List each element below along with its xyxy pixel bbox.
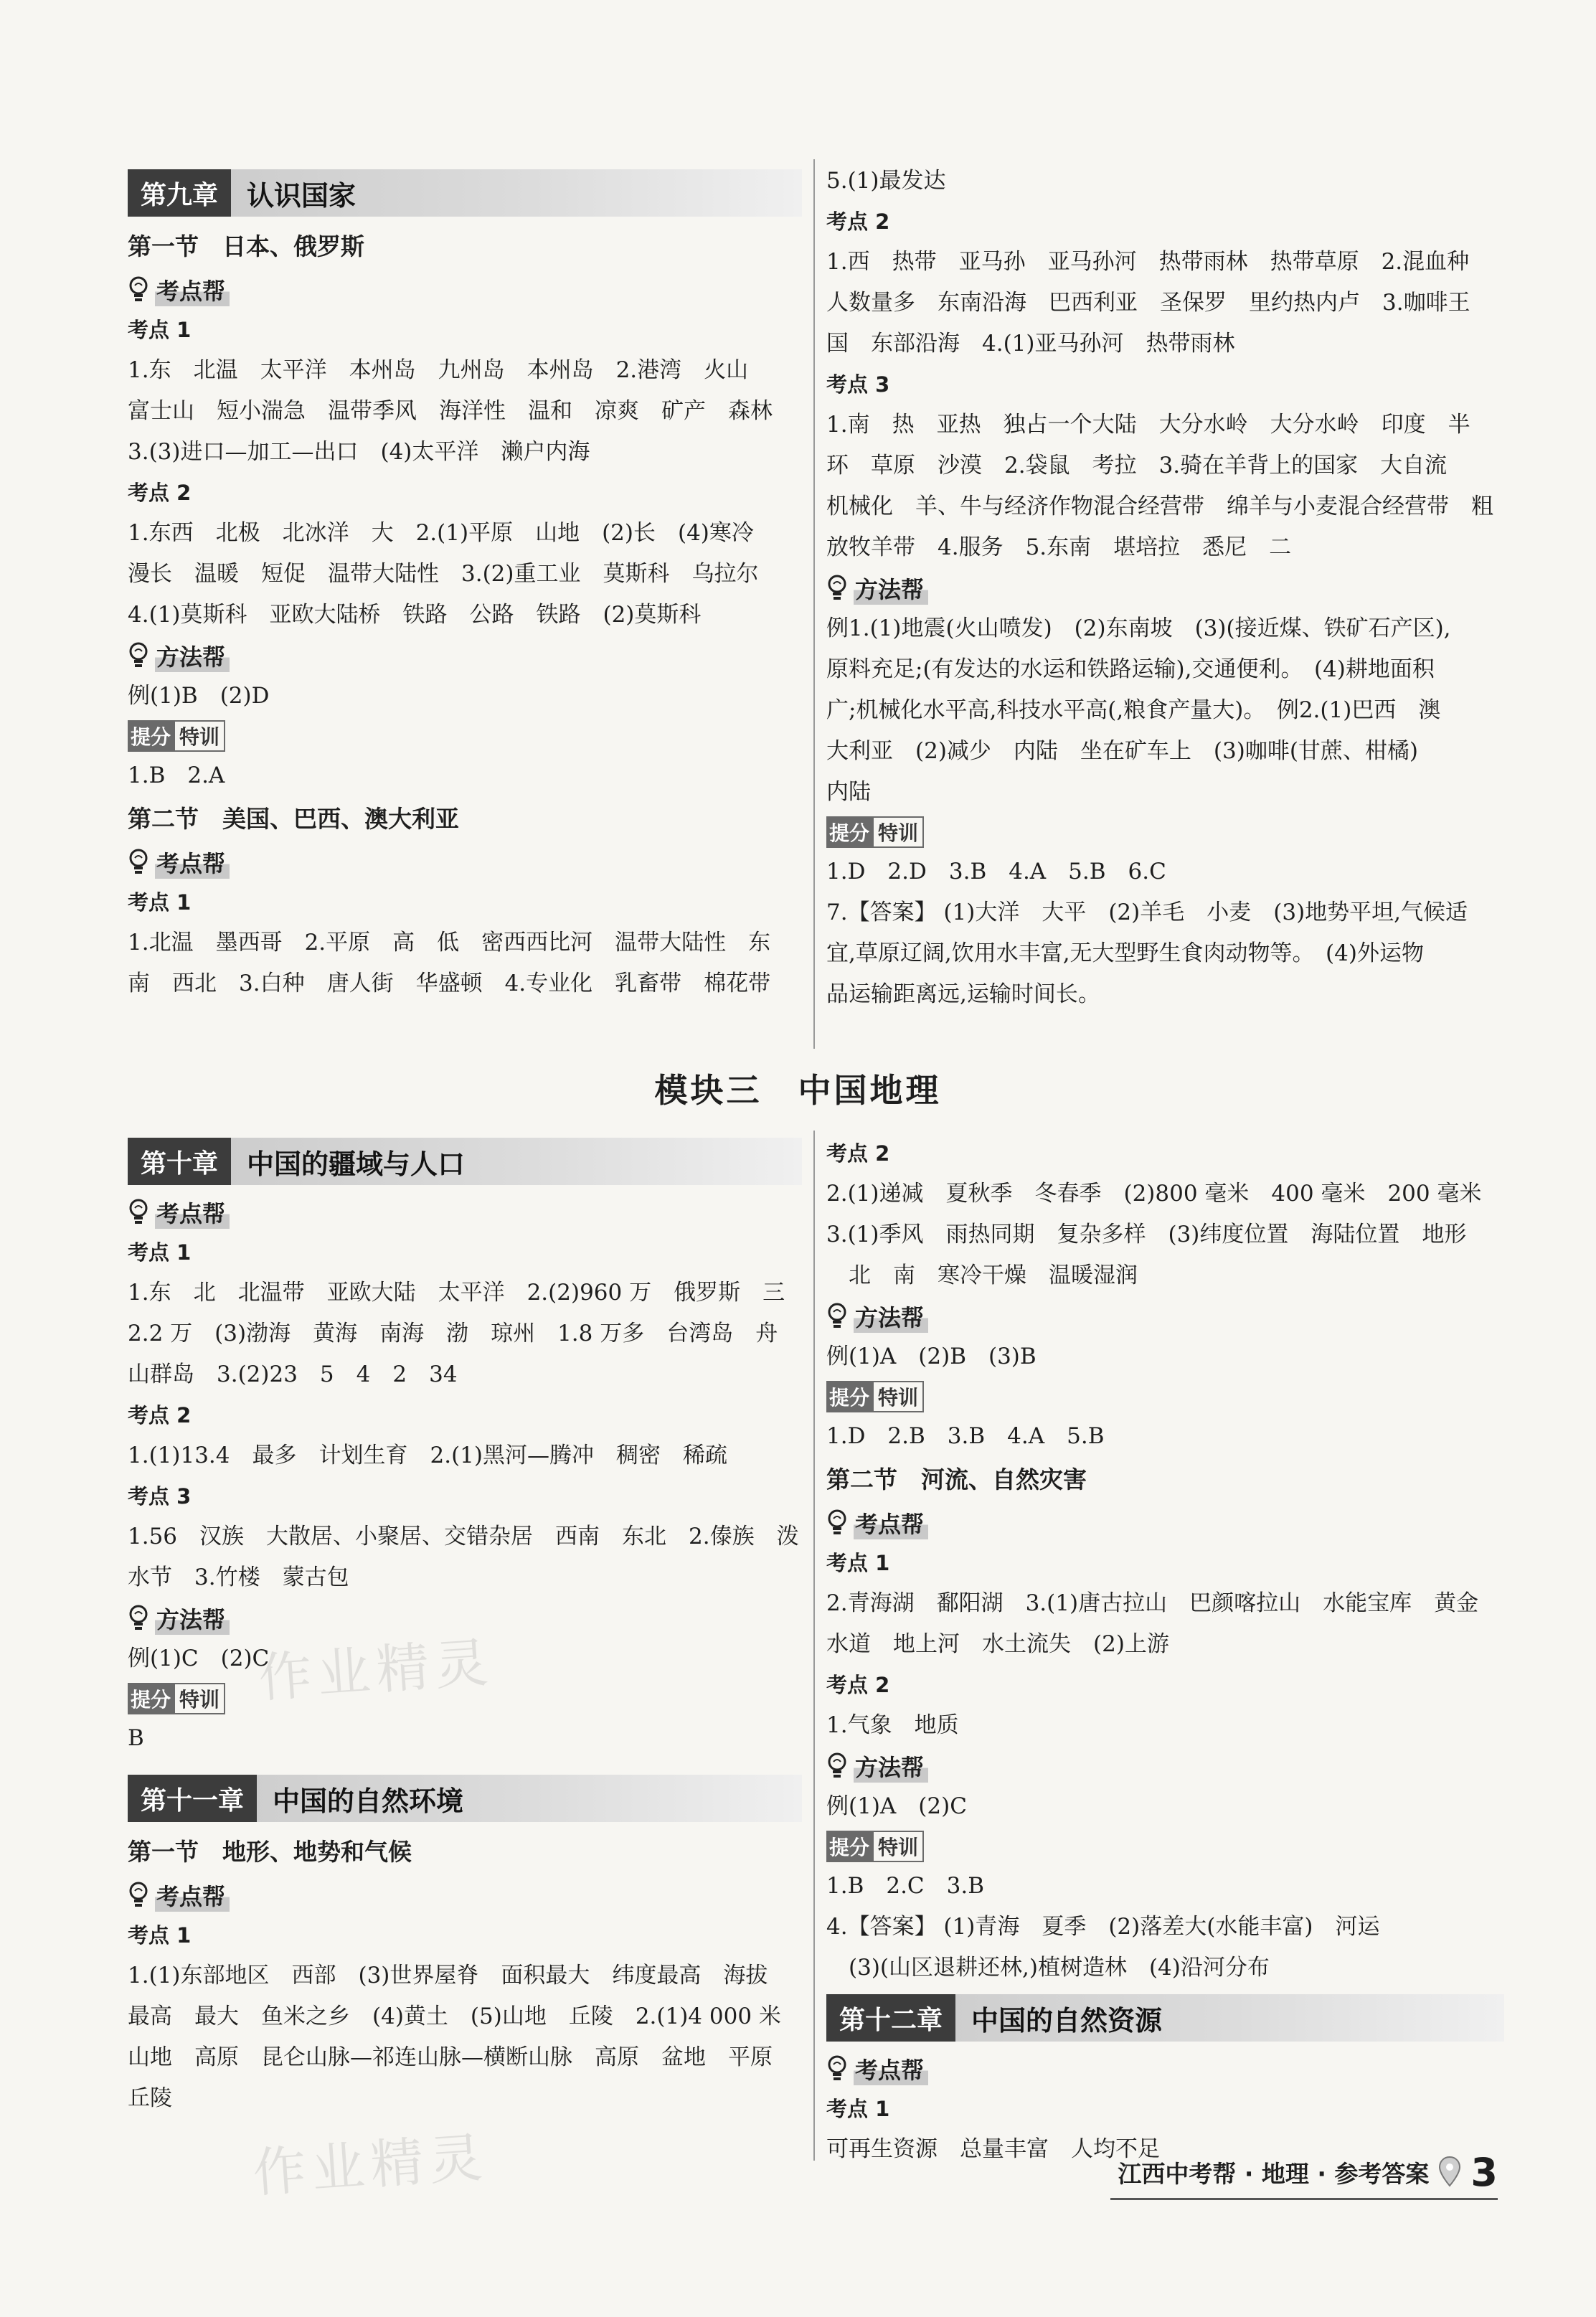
footer-text: 江西中考帮 · 地理 · 参考答案 [1118, 2159, 1430, 2188]
answer-line: 人数量多 东南沿海 巴西利亚 圣保罗 里约热内卢 3.咖啡王 [826, 290, 1470, 316]
answer-line: 可再生资源 总量丰富 人均不足 [826, 2136, 1160, 2162]
answer-line: 1.西 热带 亚马孙 亚马孙河 热带雨林 热带草原 2.混血种 [826, 249, 1470, 275]
watermark: 作业精灵 [250, 2126, 491, 2205]
kaodian-label: 考点 3 [826, 372, 890, 397]
kaodian-bar [128, 1192, 802, 1232]
right-column-bottom [826, 1133, 1504, 2170]
answer-line: 放牧羊带 4.服务 5.东南 堪培拉 悉尼 二 [826, 534, 1292, 560]
module-title: 模块三 中国地理 [654, 1071, 942, 1110]
bar-label: 考点帮 [854, 1506, 928, 1539]
left-column-top [128, 165, 802, 1004]
chapter-title: 认识国家 [247, 179, 356, 212]
kaodian-label: 考点 1 [128, 890, 192, 915]
kaodian-label: 考点 2 [128, 481, 192, 505]
tifen-badge [826, 813, 1504, 851]
page-number: 3 [1470, 2149, 1498, 2195]
bar-label: 考点帮 [155, 273, 230, 306]
answer-line: 品运输距离远,运输时间长。 [826, 981, 1100, 1007]
lightbulb-icon [128, 1604, 149, 1633]
answer-line: 2.青海湖 鄱阳湖 3.(1)唐古拉山 巴颜喀拉山 水能宝库 黄金 [826, 1590, 1479, 1616]
tifen-right: 特训 [872, 1381, 924, 1412]
kaodian-bar [826, 2049, 1504, 2089]
kaodian-label: 考点 1 [128, 1923, 192, 1948]
column-divider-bottom [813, 1131, 815, 2161]
answer-line: 1.B 2.A [128, 763, 225, 788]
bar-label: 方法帮 [854, 1750, 928, 1783]
chapter-10-header [128, 1138, 802, 1185]
lightbulb-icon [826, 574, 848, 603]
watermark: 作业精灵 [256, 1631, 496, 1710]
lightbulb-icon [128, 1881, 149, 1910]
chapter-number: 第九章 [128, 169, 231, 217]
kaodian-bar [128, 1875, 802, 1915]
answer-line: 2.2 万 (3)渤海 黄海 南海 渤 琼州 1.8 万多 台湾岛 舟 [128, 1321, 778, 1346]
answer-line: 1.东 北 北温带 亚欧大陆 太平洋 2.(2)960 万 俄罗斯 三 [128, 1280, 785, 1306]
answer-line: 环 草原 沙漠 2.袋鼠 考拉 3.骑在羊背上的国家 大自流 [826, 453, 1448, 478]
lightbulb-icon [128, 275, 149, 304]
answer-line: 1.北温 墨西哥 2.平原 高 低 密西西比河 温带大陆性 东 [128, 930, 771, 955]
tifen-left: 提分 [128, 1683, 174, 1714]
lightbulb-icon [128, 848, 149, 877]
kaodian-label: 考点 2 [826, 209, 890, 234]
tifen-right: 特训 [872, 1831, 924, 1862]
answer-line: 7.【答案】 (1)大洋 大平 (2)羊毛 小麦 (3)地势平坦,气候适 [826, 900, 1468, 925]
kaodian-label: 考点 2 [128, 1403, 192, 1428]
answer-line: 3.(3)进口—加工—出口 (4)太平洋 濑户内海 [128, 439, 590, 465]
answer-line: 1.东西 北极 北冰洋 大 2.(1)平原 山地 (2)长 (4)寒冷 [128, 520, 754, 546]
tifen-badge [128, 717, 802, 755]
example-line: 例(1)C (2)C [128, 1646, 270, 1671]
kaodian-bar [128, 842, 802, 882]
answer-line: 5.(1)最发达 [826, 168, 946, 194]
example-line: 例(1)B (2)D [128, 683, 270, 709]
example-line: 例(1)A (2)C [826, 1793, 967, 1819]
answer-line: 1.南 热 亚热 独占一个大陆 大分水岭 大分水岭 印度 半 [826, 412, 1470, 438]
kaodian-label: 考点 1 [128, 318, 192, 342]
location-pin-icon [1437, 2156, 1462, 2189]
kaodian-label: 考点 2 [826, 1141, 890, 1166]
example-line: 例1.(1)地震(火山喷发) (2)东南坡 (3)(接近煤、铁矿石产区), [826, 615, 1451, 641]
kaodian-bar [128, 270, 802, 310]
answer-line: 1.东 北温 太平洋 本州岛 九州岛 本州岛 2.港湾 火山 [128, 357, 749, 383]
kaodian-bar [826, 1503, 1504, 1543]
fangfa-bar [826, 1296, 1504, 1336]
chapter-number: 第十二章 [826, 1994, 955, 2042]
answer-line: 3.(1)季风 雨热同期 复杂多样 (3)纬度位置 海陆位置 地形 [826, 1222, 1467, 1247]
bar-label: 方法帮 [155, 1602, 230, 1635]
tifen-left: 提分 [826, 816, 872, 848]
tifen-right: 特训 [872, 816, 924, 848]
fangfa-bar [826, 568, 1504, 608]
answer-line: 山群岛 3.(2)23 5 4 2 34 [128, 1362, 458, 1387]
section-title: 第一节 地形、地势和气候 [128, 1838, 412, 1866]
tifen-left: 提分 [826, 1381, 872, 1412]
kaodian-label: 考点 1 [826, 1551, 890, 1575]
answer-line: 宜,草原辽阔,饮用水丰富,无大型野生食肉动物等。 (4)外运物 [826, 940, 1424, 966]
kaodian-label: 考点 3 [128, 1484, 192, 1509]
bar-label: 考点帮 [155, 1879, 230, 1912]
answer-line: 漫长 温暖 短促 温带大陆性 3.(2)重工业 莫斯科 乌拉尔 [128, 561, 759, 587]
column-divider-top [813, 159, 815, 1049]
tifen-badge [826, 1377, 1504, 1416]
tifen-badge [826, 1827, 1504, 1866]
answer-line: 国 东部沿海 4.(1)亚马孙河 热带雨林 [826, 331, 1235, 357]
answer-line: 山地 高原 昆仑山脉—祁连山脉—横断山脉 高原 盆地 平原 [128, 2044, 773, 2070]
answer-line: 南 西北 3.白种 唐人街 华盛顿 4.专业化 乳畜带 棉花带 [128, 971, 771, 996]
tifen-right: 特训 [174, 1683, 225, 1714]
tifen-left: 提分 [826, 1831, 872, 1862]
answer-line: 最高 最大 鱼米之乡 (4)黄土 (5)山地 丘陵 2.(1)4 000 米 [128, 2004, 781, 2029]
example-line: 内陆 [826, 779, 871, 805]
answer-line: 4.【答案】 (1)青海 夏季 (2)落差大(水能丰富) 河运 [826, 1914, 1380, 1940]
lightbulb-icon [826, 1509, 848, 1537]
bar-label: 考点帮 [155, 1196, 230, 1229]
chapter-number: 第十章 [128, 1138, 231, 1185]
kaodian-label: 考点 2 [826, 1673, 890, 1697]
answer-line: 1.(1)东部地区 西部 (3)世界屋脊 面积最大 纬度最高 海拔 [128, 1963, 768, 1988]
bar-label: 方法帮 [155, 639, 230, 672]
bar-label: 考点帮 [854, 2052, 928, 2085]
bar-label: 考点帮 [155, 846, 230, 879]
answer-line: 1.D 2.B 3.B 4.A 5.B [826, 1423, 1105, 1449]
example-line: 例(1)A (2)B (3)B [826, 1344, 1037, 1369]
chapter-9-header [128, 169, 802, 217]
lightbulb-icon [128, 1198, 149, 1227]
lightbulb-icon [826, 1302, 848, 1331]
chapter-number: 第十一章 [128, 1775, 257, 1822]
answer-line: 水节 3.竹楼 蒙古包 [128, 1565, 349, 1590]
answer-line: 机械化 羊、牛与经济作物混合经营带 绵羊与小麦混合经营带 粗 [826, 494, 1493, 519]
chapter-11-header [128, 1775, 802, 1822]
example-line: 广;机械化水平高,科技水平高(,粮食产量大)。 例2.(1)巴西 澳 [826, 697, 1441, 723]
answer-line: 丘陵 [128, 2085, 172, 2111]
fangfa-bar [826, 1746, 1504, 1786]
fangfa-bar [128, 636, 802, 676]
answer-line: 1.56 汉族 大散居、小聚居、交错杂居 西南 东北 2.傣族 泼 [128, 1524, 799, 1549]
answer-line: 富士山 短小湍急 温带季风 海洋性 温和 凉爽 矿产 森林 [128, 398, 773, 424]
right-column-top [826, 161, 1504, 1015]
bar-label: 方法帮 [854, 1300, 928, 1333]
section-title: 第二节 美国、巴西、澳大利亚 [128, 805, 459, 833]
page-footer [1110, 2146, 1498, 2200]
chapter-12-header [826, 1994, 1504, 2042]
answer-line: 1.B 2.C 3.B [826, 1873, 985, 1899]
answer-line: 北 南 寒冷干燥 温暖湿润 [826, 1263, 1138, 1288]
section-title: 第二节 河流、自然灾害 [826, 1466, 1087, 1493]
answer-line: 4.(1)莫斯科 亚欧大陆桥 铁路 公路 铁路 (2)莫斯科 [128, 602, 702, 628]
lightbulb-icon [826, 1752, 848, 1780]
tifen-right: 特训 [174, 720, 225, 752]
answer-line: 1.(1)13.4 最多 计划生育 2.(1)黑河—腾冲 稠密 稀疏 [128, 1443, 727, 1468]
answer-line: B [128, 1725, 144, 1751]
lightbulb-icon [826, 2054, 848, 2083]
chapter-title: 中国的自然资源 [971, 2004, 1163, 2037]
tifen-left: 提分 [128, 720, 174, 752]
answer-line: 水道 地上河 水土流失 (2)上游 [826, 1631, 1169, 1657]
chapter-title: 中国的自然环境 [273, 1785, 464, 1817]
answer-line: 1.气象 地质 [826, 1712, 959, 1738]
bar-label: 方法帮 [854, 572, 928, 605]
kaodian-label: 考点 1 [128, 1240, 192, 1265]
section-title: 第一节 日本、俄罗斯 [128, 232, 364, 260]
answer-line: 2.(1)递减 夏秋季 冬春季 (2)800 毫米 400 毫米 200 毫米 [826, 1181, 1482, 1207]
kaodian-label: 考点 1 [826, 2097, 890, 2121]
answer-line: 1.D 2.D 3.B 4.A 5.B 6.C [826, 859, 1166, 884]
example-line: 原料充足;(有发达的水运和铁路运输),交通便利。 (4)耕地面积 [826, 656, 1435, 682]
lightbulb-icon [128, 641, 149, 670]
chapter-title: 中国的疆域与人口 [247, 1148, 466, 1180]
example-line: 大利亚 (2)减少 内陆 坐在矿车上 (3)咖啡(甘蔗、柑橘) [826, 738, 1419, 764]
answer-line: (3)(山区退耕还林,)植树造林 (4)沿河分布 [826, 1955, 1270, 1981]
